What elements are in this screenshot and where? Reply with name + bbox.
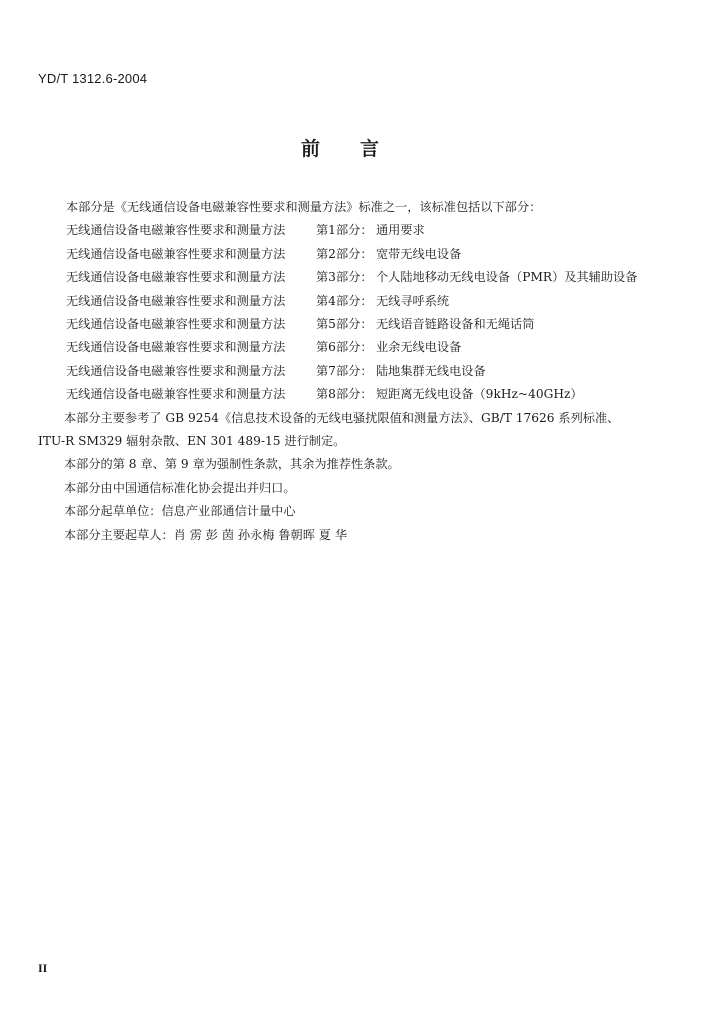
reference-paragraph-line-1: 本部分主要参考了 GB 9254《信息技术设备的无线电骚扰限值和测量方法》、GB/T 17626 系列标准、 [64, 410, 620, 425]
proposer-paragraph: 本部分由中国通信标准化协会提出并归口。 [64, 480, 296, 495]
part-title: 无线寻呼系统 [376, 293, 450, 308]
part-title: 无线语音链路设备和无绳话筒 [376, 317, 535, 332]
part-list-item-7 [0, 360, 717, 383]
part-list-item-3 [0, 266, 717, 289]
part-number: 第8部分： [316, 387, 373, 402]
part-number: 第6部分： [316, 340, 373, 355]
part-series: 无线通信设备电磁兼容性要求和测量方法 [66, 246, 286, 261]
part-title: 陆地集群无线电设备 [376, 363, 486, 378]
part-list-item-5 [0, 313, 717, 336]
part-number: 第2部分： [316, 246, 373, 261]
part-number: 第5部分： [316, 317, 373, 332]
part-number: 第7部分： [316, 363, 373, 378]
part-series: 无线通信设备电磁兼容性要求和测量方法 [66, 317, 286, 332]
part-title: 短距离无线电设备（9kHz~40GHz） [376, 387, 583, 402]
part-series: 无线通信设备电磁兼容性要求和测量方法 [66, 270, 286, 285]
part-title: 通用要求 [376, 223, 425, 238]
part-list-item-6 [0, 336, 717, 359]
part-list-item-4 [0, 290, 717, 313]
part-title: 宽带无线电设备 [376, 246, 462, 261]
part-series: 无线通信设备电磁兼容性要求和测量方法 [66, 293, 286, 308]
part-title: 业余无线电设备 [376, 340, 462, 355]
part-number: 第1部分： [316, 223, 373, 238]
part-list-item-1 [0, 219, 717, 242]
drafting-unit-paragraph: 本部分起草单位：信息产业部通信计量中心 [64, 504, 296, 519]
part-number: 第3部分： [316, 270, 373, 285]
part-series: 无线通信设备电磁兼容性要求和测量方法 [66, 363, 286, 378]
part-series: 无线通信设备电磁兼容性要求和测量方法 [66, 223, 286, 238]
part-list-item-2 [0, 243, 717, 266]
part-series: 无线通信设备电磁兼容性要求和测量方法 [66, 340, 286, 355]
page-title: 前言 [300, 138, 419, 160]
document-code: YD/T 1312.6-2004 [38, 71, 148, 86]
page-number: II [38, 961, 48, 975]
intro-paragraph: 本部分是《无线通信设备电磁兼容性要求和测量方法》标准之一，该标准包括以下部分： [66, 200, 542, 214]
part-title: 个人陆地移动无线电设备（PMR）及其辅助设备 [376, 270, 638, 285]
reference-paragraph-line-2: ITU-R SM329 辐射杂散、EN 301 489-15 进行制定。 [38, 434, 346, 449]
part-list-item-8 [0, 383, 717, 406]
part-number: 第4部分： [316, 293, 373, 308]
mandatory-clauses-paragraph: 本部分的第 8 章、第 9 章为强制性条款，其余为推荐性条款。 [64, 457, 400, 472]
part-series: 无线通信设备电磁兼容性要求和测量方法 [66, 387, 286, 402]
preface-body [0, 196, 717, 547]
drafters-paragraph: 本部分主要起草人：肖 雳 彭 茵 孙永梅 鲁朝晖 夏 华 [64, 527, 348, 542]
